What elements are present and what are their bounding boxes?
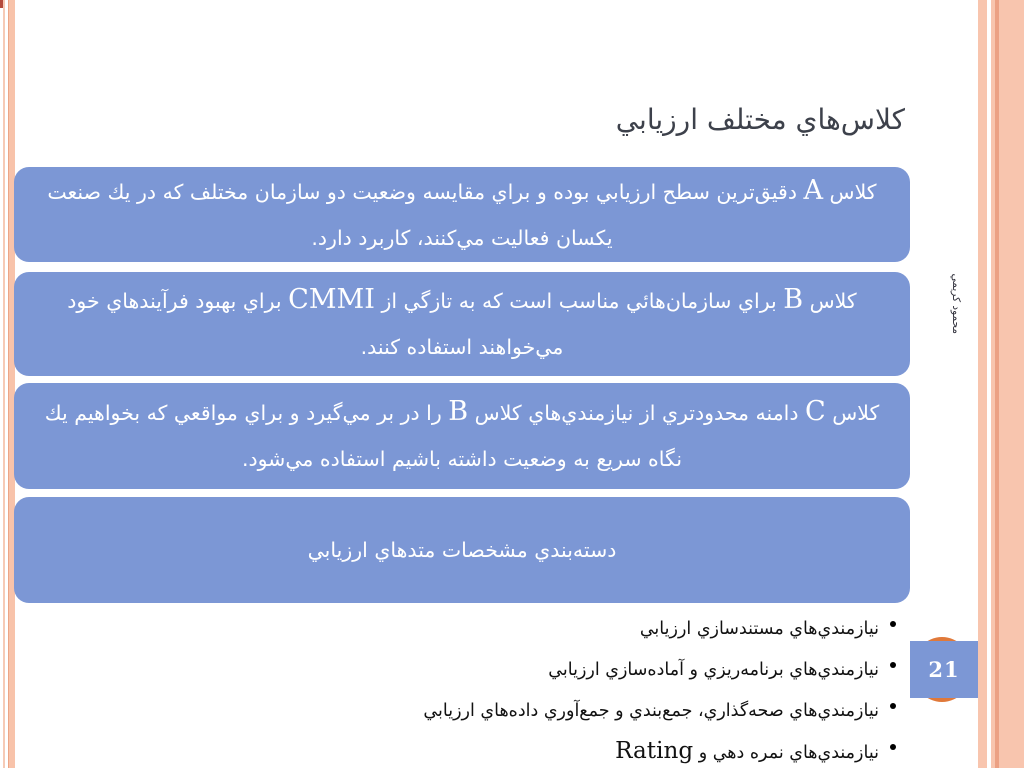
bullet-marker xyxy=(890,621,896,627)
left-accent-stripe-thin xyxy=(3,0,5,768)
bullet-text: نيازمندي‌هاي نمره دهي و Rating xyxy=(615,737,879,764)
section-header-box xyxy=(14,497,910,603)
slide-title: كلاس‌هاي مختلف ارزيابي xyxy=(615,103,905,136)
page-number-badge xyxy=(910,641,978,698)
left-accent-stripe-wide xyxy=(8,0,15,768)
class-c-text: كلاس C دامنه محدودتري از نيازمندي‌هاي كلاس B را در بر مي‌گيرد و براي مواقعي كه بخواهيم يك نگاه سريع به وضعيت داشته باشيم استفاده مي‌شود. xyxy=(44,396,880,471)
bullet-item xyxy=(176,608,896,649)
class-b-text: كلاس B براي سازمان‌هائي مناسب است كه به تازگي از CMMI براي بهبود فرآيندهاي خود مي‌خواهند استفاده كنند. xyxy=(67,284,857,359)
bullet-marker xyxy=(890,662,896,668)
bullet-text: نيازمندي‌هاي برنامه‌ريزي و آماده‌سازي ارزيابي xyxy=(548,659,879,680)
bullet-marker xyxy=(890,703,896,709)
bullet-text: نيازمندي‌هاي صحه‌گذاري، جمع‌بندي و جمع‌آوري داده‌هاي ارزيابي xyxy=(423,700,879,721)
right-accent-stripe xyxy=(978,0,987,768)
bullet-item xyxy=(176,690,896,731)
bullet-marker xyxy=(890,744,896,750)
page-number: 21 xyxy=(928,657,960,682)
class-b-box xyxy=(14,272,910,376)
right-accent-band xyxy=(991,0,1024,768)
bullet-item xyxy=(176,649,896,690)
section-header-text: دسته‌بندي مشخصات متدهاي ارزيابي xyxy=(307,538,617,562)
bullet-list xyxy=(176,608,896,772)
class-c-box xyxy=(14,383,910,489)
right-accent-band-dark-line xyxy=(995,0,999,768)
class-a-box xyxy=(14,167,910,262)
bullet-item xyxy=(176,731,896,772)
class-a-text: كلاس A دقيق‌ترين سطح ارزيابي بوده و براي مقايسه وضعيت دو سازمان مختلف كه در يك صنعت يكسان فعاليت مي‌كنند، كاربرد دارد. xyxy=(47,174,877,250)
author-vertical-text: محمود كريمي xyxy=(950,273,962,334)
bullet-text: نيازمندي‌هاي مستندسازي ارزيابي xyxy=(639,618,879,639)
